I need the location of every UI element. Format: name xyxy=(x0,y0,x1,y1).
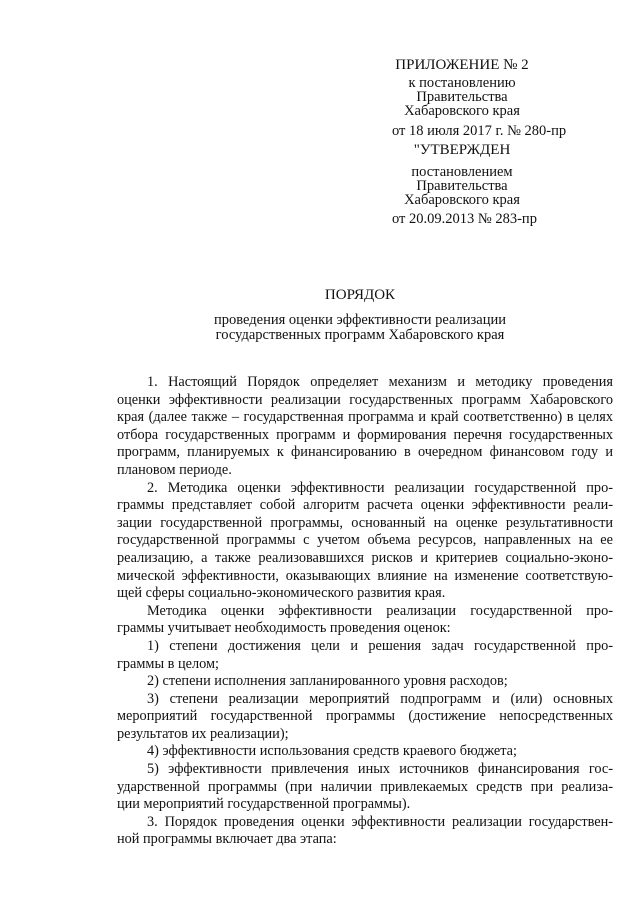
paragraph-1 xyxy=(117,374,613,480)
text-line: 2. Методика оценки эффективности реализации государственной про- xyxy=(147,479,613,496)
text-line: ударственной программы (при наличии привлекаемых средств при реализа- xyxy=(117,778,613,795)
text-line: результатов их реализации); xyxy=(117,725,289,742)
document-body xyxy=(117,374,613,849)
list-item-3 xyxy=(117,691,613,744)
text-line: отбора государственных программ и формирования перечня государственных xyxy=(117,426,613,443)
text-line: 4) эффективности использования средств краевого бюджета; xyxy=(147,743,517,760)
text-line: реализацию, а также реализовавшихся рисков и критериев социально-эконо- xyxy=(117,549,613,566)
subtitle-line-2: государственных программ Хабаровского края xyxy=(215,327,505,343)
text-line: мероприятий государственной программы (достижение непосредственных xyxy=(117,708,613,725)
text-line: граммы представляет собой алгоритм расчета оценки эффективности реали- xyxy=(117,497,613,514)
region-line: Хабаровского края xyxy=(404,103,520,119)
region-line-2: Хабаровского края xyxy=(404,192,520,208)
original-resolution-date: от 20.09.2013 № 283-пр xyxy=(392,211,537,227)
text-line: граммы в целом; xyxy=(117,655,219,672)
text-line: 3. Порядок проведения оценки эффективности реализации государствен- xyxy=(147,813,613,830)
resolution-date-line: от 18 июля 2017 г. № 280-пр xyxy=(392,123,567,139)
list-item-4 xyxy=(117,743,613,761)
list-item-2 xyxy=(117,673,613,691)
text-line: края (далее также – государственная программа и край соответственно) в целях xyxy=(117,409,613,426)
text-line: 3) степени реализации мероприятий подпрограмм и (или) основных xyxy=(147,690,613,707)
paragraph-2 xyxy=(117,480,613,603)
text-line: оценки эффективности реализации государственных программ Хабаровского xyxy=(117,391,613,408)
text-line: ной программы включает два этапа: xyxy=(117,831,337,848)
to-resolution-line: к постановлению xyxy=(408,75,516,91)
text-line: щей сферы социально-экономического развития края. xyxy=(117,585,446,602)
document-title: ПОРЯДОК xyxy=(324,287,396,303)
by-resolution-line: постановлением xyxy=(411,164,513,180)
approved-stamp: "УТВЕРЖДЕН xyxy=(413,142,511,158)
appendix-number: ПРИЛОЖЕНИЕ № 2 xyxy=(395,57,529,73)
list-item-1 xyxy=(117,638,613,673)
document-subtitle xyxy=(0,313,640,343)
government-line-2: Правительства xyxy=(416,178,508,194)
subtitle-line-1: проведения оценки эффективности реализации xyxy=(214,312,506,328)
text-line: граммы учитывает необходимость проведения оценок: xyxy=(117,620,451,637)
text-line: мической эффективности, оказывающих влияние на изменение соответствую- xyxy=(117,567,613,584)
text-line: программ, планируемых к финансированию в очередном финансовом году и xyxy=(117,444,613,461)
text-line: Методика оценки эффективности реализации государственной про- xyxy=(147,602,613,619)
text-line: ции мероприятий государственной программы). xyxy=(117,796,411,813)
text-line: 1. Настоящий Порядок определяет механизм и методику проведения xyxy=(147,374,613,390)
text-line: 5) эффективности привлечения иных источников финансирования гос- xyxy=(147,761,613,778)
text-line: государственной программы с учетом объема ресурсов, направленных на ее xyxy=(117,532,613,549)
text-line: плановом периоде. xyxy=(117,461,232,478)
government-line: Правительства xyxy=(416,89,508,105)
approval-header xyxy=(392,57,567,227)
paragraph-3 xyxy=(117,603,613,638)
text-line: зации государственной программы, основанный на оценке результативности xyxy=(117,514,613,531)
paragraph-4 xyxy=(117,814,613,849)
text-line: 2) степени исполнения запланированного уровня расходов; xyxy=(147,673,508,690)
list-item-5 xyxy=(117,761,613,814)
text-line: 1) степени достижения цели и решения задач государственной про- xyxy=(147,637,613,654)
